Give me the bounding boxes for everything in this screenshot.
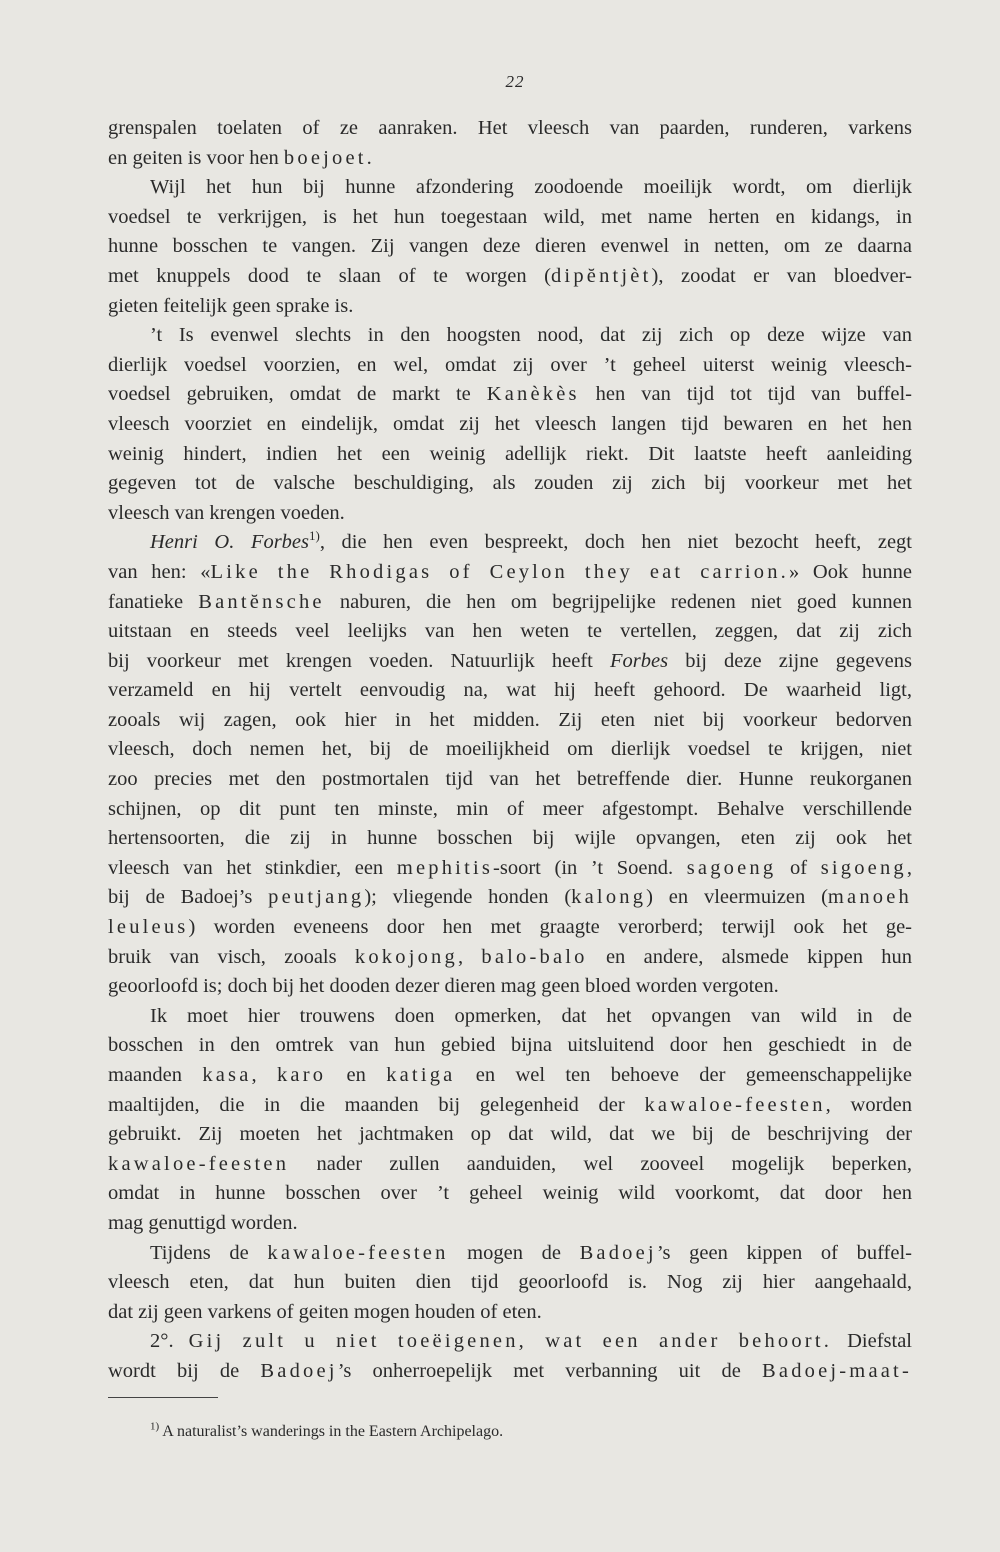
text-line <box>108 321 912 351</box>
text-run: gebruikt. Zij moeten het jachtmaken op dat wild, dat we bij de beschrijving der <box>108 1123 912 1146</box>
text-line <box>108 735 912 765</box>
text-line <box>108 854 912 884</box>
text-run: omdat in hunne bosschen over ’t geheel weinig wild voorkomt, dat door hen <box>108 1182 912 1205</box>
text-run: hen van tijd tot tijd van buffel- <box>579 383 913 406</box>
text-line <box>108 558 912 588</box>
text-run: mogen de <box>448 1241 580 1264</box>
text-run: Henri O. Forbes <box>150 531 309 554</box>
text-run: vleesch eten, dat hun buiten dien tijd geoorloofd is. Nog zij hier aangehaald, <box>108 1271 912 1294</box>
text-run: voedsel te verkrijgen, is het hun toegestaan wild, met name herten en kidangs, in <box>108 205 912 228</box>
text-line <box>108 1150 912 1180</box>
text-run: ’s geen kippen of buffel- <box>656 1241 912 1264</box>
text-run: boejoet <box>283 146 367 169</box>
text-run: balo-balo <box>481 945 588 968</box>
text-line <box>108 1179 912 1209</box>
text-run: vleesch van krengen voeden. <box>108 501 345 524</box>
text-run: Wijl het hun bij hunne afzondering zoodoende moeilijk wordt, om dierlijk <box>150 176 912 199</box>
text-line <box>108 795 912 825</box>
text-line <box>108 706 912 736</box>
text-run: Forbes <box>610 649 669 672</box>
text-run: , <box>457 945 482 968</box>
text-run: kasa <box>202 1064 252 1086</box>
text-run: kokojong <box>354 945 458 968</box>
text-run: , <box>906 856 913 879</box>
text-run: dierlijk voedsel voorzien, en wel, omdat zij over ’t geheel uiterst weinig vleesch- <box>108 353 912 376</box>
text-run: ’t Is evenwel slechts in den hoogsten nood, dat zij zich op deze wijze van <box>150 324 912 347</box>
text-run: Ik moet hier trouwens doen opmerken, dat het opvangen van wild in de <box>150 1004 912 1027</box>
text-line <box>108 1327 912 1357</box>
text-run: zoo precies met den postmortalen tijd van het betreffende dier. Hunne reukorganen <box>108 768 912 791</box>
text-run: manoeh <box>827 886 912 909</box>
text-run: ); vliegende honden ( <box>364 886 572 909</box>
text-run: Gij zult u niet toeëigenen, wat een ander behoort. <box>188 1330 833 1353</box>
text-run: bij deze zijne gegevens <box>668 649 912 672</box>
text-run: Kanèkès <box>486 383 580 406</box>
text-run: -soort (in ’t Soend. <box>493 856 687 879</box>
text-run: gegeven tot de valsche beschuldiging, als zouden zij zich bij voorkeur met het <box>108 472 912 495</box>
text-run: bij voorkeur met krengen voeden. Natuurlijk heeft <box>108 649 611 672</box>
text-line <box>108 913 912 943</box>
text-run: uitstaan en steeds veel leelijks van hen weten te vertellen, zeggen, dat zij zich <box>108 620 912 643</box>
text-run: van hen: « <box>108 560 211 583</box>
text-line <box>108 1209 912 1239</box>
text-line <box>108 1239 912 1269</box>
text-line <box>108 1357 912 1387</box>
text-run: Tijdens de <box>150 1241 268 1264</box>
text-line <box>108 440 912 470</box>
text-run: mephitis <box>396 856 494 879</box>
text-line <box>108 203 912 233</box>
footnote-reference: 1) <box>309 528 320 544</box>
text-run: of <box>776 856 821 879</box>
text-run: kawaloe-feesten <box>108 1152 290 1175</box>
text-run: maanden <box>108 1064 203 1086</box>
text-line <box>108 1120 912 1150</box>
text-line <box>108 262 912 292</box>
text-line <box>108 232 912 262</box>
text-run: dipĕntjèt <box>550 264 652 287</box>
text-line <box>108 647 912 677</box>
footnote-rule <box>108 1397 218 1398</box>
footnote-marker: 1) <box>150 1420 160 1433</box>
text-line <box>108 173 912 203</box>
text-line <box>108 1298 912 1328</box>
text-run: Badoej <box>260 1359 338 1382</box>
text-run: gieten feitelijk geen sprake is. <box>108 294 354 317</box>
text-run: mag genuttigd worden. <box>108 1211 298 1234</box>
text-run: verzameld en hij vertelt eenvoudig na, wat hij heeft gehoord. De waarheid ligt, <box>108 679 912 702</box>
text-run: ’s onherroepelijk met verbanning uit de <box>337 1359 763 1382</box>
text-run: bosschen in den omtrek van hun gebied bijna uitsluitend door hen geschiedt in de <box>108 1034 912 1057</box>
text-run: ) worden eveneens door hen met graagte verorberd; terwijl ook het ge- <box>188 916 912 939</box>
text-run: sagoeng <box>686 856 777 879</box>
text-run: bij de Badoej’s <box>108 886 269 909</box>
text-run: vleesch, doch nemen het, bij de moeilijkheid om dierlijk voedsel te krijgen, niet <box>108 738 912 761</box>
text-run: Badoej-maat- <box>762 1359 912 1382</box>
text-run: geoorloofd is; doch bij het dooden dezer dieren mag geen bloed worden vergoten. <box>108 975 779 998</box>
text-line <box>108 617 912 647</box>
text-line <box>108 351 912 381</box>
text-run: peutjang <box>268 886 365 909</box>
footnote-text: A naturalist’s wanderings in the Eastern Archipelago. <box>159 1423 504 1440</box>
text-run: leuleus <box>108 916 189 939</box>
text-line <box>108 588 912 618</box>
text-run: en <box>326 1064 387 1086</box>
text-run: voedsel gebruiken, omdat de markt te <box>108 383 487 406</box>
text-line <box>108 765 912 795</box>
text-run: en geiten is voor hen <box>108 146 284 169</box>
text-line <box>108 943 912 973</box>
text-line <box>108 380 912 410</box>
text-line <box>108 1002 912 1032</box>
text-run: kawaloe-feesten <box>644 1093 826 1116</box>
text-line <box>108 144 912 174</box>
text-run: naburen, die hen om begrijpelijke redenen niet goed kunnen <box>324 590 912 613</box>
text-run: grenspalen toelaten of ze aanraken. Het vleesch van paarden, runderen, varkens <box>108 117 912 139</box>
text-run: dat zij geen varkens of geiten mogen houden of eten. <box>108 1300 542 1323</box>
text-run: en andere, alsmede kippen hun <box>587 945 913 968</box>
text-run: schijnen, op dit punt ten minste, min of meer afgestompt. Behalve verschillende <box>108 797 912 820</box>
text-line <box>108 1268 912 1298</box>
text-run: bruik van visch, zooals <box>108 945 355 968</box>
text-run: sigoeng <box>820 856 907 879</box>
text-run: weinig hindert, indien het een weinig adellijk riekt. Dit laatste heeft aanleiding <box>108 442 912 465</box>
text-run: katiga <box>386 1064 456 1086</box>
text-run: Diefstal <box>832 1330 912 1353</box>
text-run: zooals wij zagen, ook hier in het midden. Zij eten niet bij voorkeur bedorven <box>108 708 912 731</box>
text-run: , die hen even bespreekt, doch hen niet bezocht heeft, zegt <box>319 531 912 554</box>
text-run: ), zoodat er van bloedver- <box>651 264 912 287</box>
page-number: 22 <box>505 72 525 91</box>
text-run: hunne bosschen te vangen. Zij vangen deze dieren evenwel in netten, om ze daarna <box>108 235 912 258</box>
text-line <box>108 972 912 1002</box>
text-run: vleesch van het stinkdier, een <box>108 856 397 879</box>
body-text <box>108 114 912 1387</box>
text-line <box>108 676 912 706</box>
text-run: Like the Rhodigas of Ceylon they eat carrion. <box>210 560 789 583</box>
text-run: fanatieke <box>108 590 199 613</box>
text-run: 2°. <box>150 1330 189 1353</box>
text-line <box>108 292 912 322</box>
text-line <box>108 883 912 913</box>
text-run: kawaloe-feesten <box>267 1241 449 1264</box>
text-line <box>108 1061 912 1091</box>
text-run: wordt bij de <box>108 1359 261 1382</box>
text-line <box>108 114 912 144</box>
text-run: hertensoorten, die zij in hunne bosschen bij wijle opvangen, eten zij ook het <box>108 827 912 850</box>
text-run: kalong <box>571 886 647 909</box>
text-run: maaltijden, die in die maanden bij gelegenheid der <box>108 1093 645 1116</box>
text-run: » Ook hunne <box>788 560 912 583</box>
text-run: karo <box>276 1064 327 1086</box>
text-run: Bantĕnsche <box>198 590 325 613</box>
text-line <box>108 824 912 854</box>
text-line <box>108 1031 912 1061</box>
text-line <box>108 499 912 529</box>
text-line <box>108 528 912 558</box>
text-run: nader zullen aanduiden, wel zooveel mogelijk beperken, <box>289 1152 912 1175</box>
text-run: , worden <box>825 1093 913 1116</box>
text-run: Badoej <box>579 1241 657 1264</box>
text-run: . <box>366 146 372 169</box>
text-run: met knuppels dood te slaan of te worgen ( <box>108 264 551 287</box>
text-run: , <box>251 1064 277 1086</box>
text-run: en wel ten behoeve der gemeenschappelijke <box>455 1064 912 1086</box>
text-line <box>108 469 912 499</box>
footnote <box>150 1420 504 1441</box>
text-line <box>108 1091 912 1121</box>
text-run: ) en vleermuizen ( <box>646 886 828 909</box>
text-line <box>108 410 912 440</box>
text-run: vleesch voorziet en eindelijk, omdat zij het vleesch langen tijd bewaren en het hen <box>108 412 912 435</box>
